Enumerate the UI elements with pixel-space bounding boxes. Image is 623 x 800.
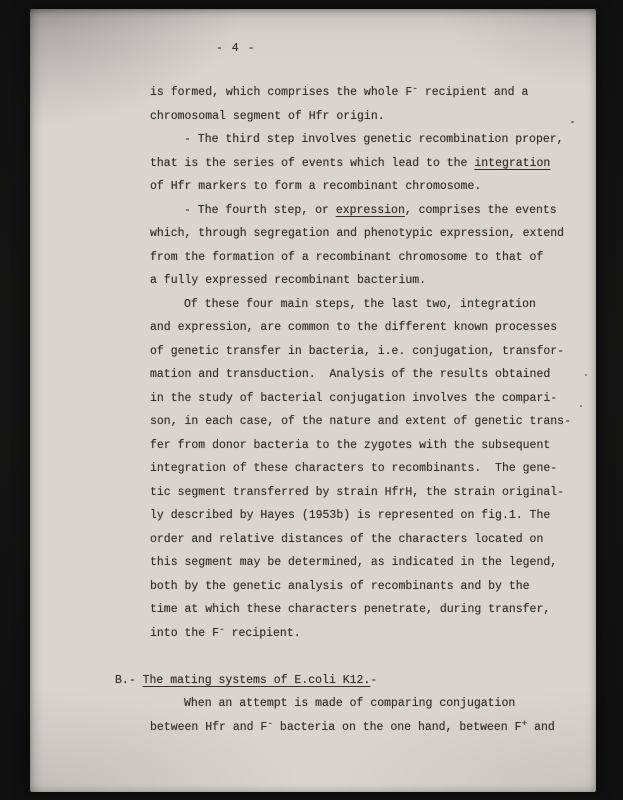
text-run: is formed, which comprises the whole F — [150, 86, 413, 99]
text-run: that is the series of events which lead to the — [150, 156, 475, 170]
underlined-text: expression — [335, 203, 405, 217]
text-run: of Hfr markers to form a recombinant chromosome. — [150, 180, 482, 193]
scan-speck — [585, 374, 587, 376]
text-run: recipient and a — [417, 86, 529, 99]
text-run: which, through segregation and phenotypic expression, extend — [150, 227, 565, 240]
text-line — [150, 316, 600, 340]
text-run: a fully expressed recombinant bacterium. — [150, 274, 427, 287]
text-line — [150, 105, 600, 129]
text-line — [150, 363, 600, 387]
text-line — [150, 434, 600, 458]
text-run: B.- — [115, 673, 143, 687]
text-run: bacteria on the one hand, between F — [273, 720, 522, 734]
text-run: recipient. — [224, 626, 301, 640]
superscript-text: - — [412, 83, 418, 94]
text-run: time at which these characters penetrate, during transfer, — [150, 603, 551, 616]
text-run: ly described by Hayes (1953b) is represented on fig.1. The — [150, 509, 551, 522]
text-run: tic segment transferred by strain HfrH, the strain original- — [150, 485, 565, 499]
text-lines — [115, 81, 600, 739]
text-line — [150, 551, 600, 575]
text-run: order and relative distances of the characters located on — [150, 532, 544, 546]
text-run: When an attempt is made of comparing conjugation — [184, 697, 516, 710]
text-line — [150, 199, 600, 223]
text-line — [150, 598, 600, 622]
section-heading — [115, 669, 600, 693]
text-line — [150, 528, 600, 552]
scan-speck — [571, 121, 574, 123]
text-line — [150, 269, 600, 293]
text-run: between Hfr and F — [150, 720, 268, 734]
text-run: integration of these characters to recombinants. The gene- — [150, 462, 558, 475]
page-number: - 4 - — [216, 42, 256, 55]
text-run: son, in each case, of the nature and extent of genetic trans- — [150, 415, 571, 428]
scan-speck — [580, 405, 582, 407]
text-run: into the F — [150, 626, 220, 640]
text-line — [150, 457, 600, 481]
text-line — [150, 128, 600, 152]
text-run: and expression, are common to the different known processes — [150, 321, 558, 334]
text-line — [150, 481, 600, 505]
text-line — [150, 246, 600, 270]
text-run: Of these four main steps, the last two, integration — [184, 297, 536, 311]
text-run: chromosomal segment of Hfr origin. — [150, 109, 385, 123]
underlined-text: integration — [474, 156, 551, 170]
text-run: of genetic transfer in bacteria, i.e. conjugation, transfor- — [150, 344, 565, 358]
document-page — [30, 9, 596, 792]
text-run: - — [370, 673, 378, 687]
text-line — [150, 575, 600, 599]
text-run: this segment may be determined, as indicated in the legend, — [150, 556, 558, 569]
text-line — [150, 716, 600, 740]
superscript-text: - — [267, 717, 274, 729]
text-run: , comprises the events — [404, 203, 557, 217]
text-run: - The third step involves genetic recombination proper, — [184, 133, 564, 146]
text-run: from the formation of a recombinant chromosome to that of — [150, 250, 544, 264]
underlined-text: The mating systems of E.coli K12. — [142, 673, 371, 687]
text-run: and — [527, 720, 555, 734]
text-line — [150, 81, 600, 105]
text-line — [150, 410, 600, 434]
text-run: fer from donor bacteria to the zygotes with the subsequent — [150, 438, 551, 452]
text-run: in the study of bacterial conjugation involves the compari- — [150, 391, 558, 405]
text-run: mation and transduction. Analysis of the results obtained — [150, 368, 551, 381]
text-line — [150, 340, 600, 364]
text-line — [150, 152, 600, 176]
superscript-text: + — [521, 717, 528, 729]
superscript-text: - — [219, 623, 225, 635]
text-line — [150, 622, 600, 646]
text-line — [150, 175, 600, 199]
document-text — [115, 81, 600, 739]
text-run: - The fourth step, or — [184, 203, 336, 217]
text-line — [150, 293, 600, 317]
text-line — [150, 504, 600, 528]
text-line — [150, 222, 600, 246]
text-line — [150, 387, 600, 411]
text-run: both by the genetic analysis of recombinants and by the — [150, 579, 530, 593]
text-line — [150, 692, 600, 716]
